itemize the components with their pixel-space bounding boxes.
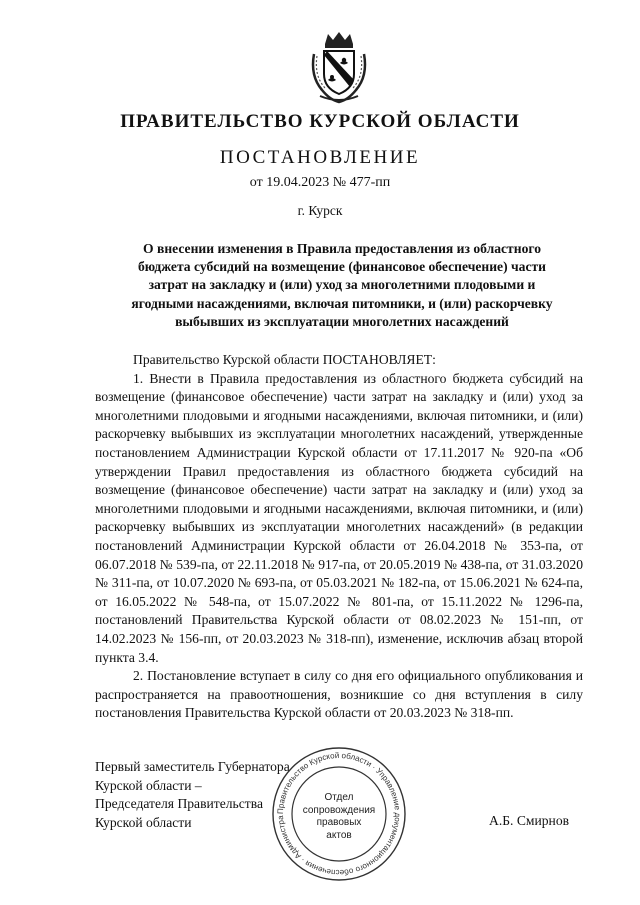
signature-position-line: Председателя Правительства [95, 796, 263, 812]
signature-position-line: Курской области [95, 814, 192, 830]
signer-name: А.Б. Смирнов [489, 813, 570, 828]
city-name: г. Курск [297, 203, 343, 218]
stamp-line: актов [326, 829, 352, 841]
body-paragraph-2: 2. Постановление вступает в силу со дня его официального опубликования и распространяется на правоотношения, возникшие со дня вступления в силу постановления Правительства Курской области от 20.03.2023 № 318-пп. [95, 668, 583, 721]
official-stamp [269, 744, 409, 884]
stamp-line: Отдел [324, 792, 354, 803]
stamp-line: правовых [316, 817, 362, 828]
stamp-ring-path: Правительство Курской области · Управление документационного обеспечения · Администра [275, 750, 403, 878]
body-intro: Правительство Курской области ПОСТАНОВЛЯЕТ: [133, 352, 436, 367]
stamp-center-text [269, 792, 409, 842]
stamp-line: сопровождения [302, 804, 376, 816]
organization-title: ПРАВИТЕЛЬСТВО КУРСКОЙ ОБЛАСТИ [120, 111, 520, 132]
document-number: от 19.04.2023 № 477-пп [249, 175, 391, 190]
body-paragraph-1: 1. Внести в Правила предоставления из областного бюджета субсидий на возмещение (финансовое обеспечение) части затрат на закладку и (или) уход за многолетними плодовыми и ягодными насаждениями, включая питомники, и (или) раскорчевку выбывших из эксплуатации многолетних насаждений, утвержденные постановлением Администрации Курской области от 17.11.2017 № 920-па «Об утверждении Правил предоставления из областного бюджета субсидий на возмещение (финансовое обеспечение) части затрат на закладку и (или) уход за многолетними плодовыми и ягодными насаждениями, включая питомники, и (или) раскорчевку выбывших из эксплуатации многолетних насаждений» (в редакции постановлений Администрации Курской области от 26.04.2018 № 353-па, от 06.07.2018 № 539-па, от 22.11.2018 № 917-па, от 20.05.2019 № 438-па, от 31.03.2020 № 311-па, от 10.07.2020 № 693-па, от 05.03.2021 № 182-па, от 15.06.2021 № 624-па, от 16.05.2022 № 548-па, от 15.07.2022 № 801-па, от 15.11.2022 № 1296-па, постановлений Правительства Курской области от 08.02.2023 № 151-пп, от 14.02.2023 № 156-пп, от 20.03.2023 № 318-пп), изменение, исключив абзац второй пункта 3.4. [95, 370, 583, 665]
subject-line: выбывших из эксплуатации многолетних насаждений [175, 313, 509, 329]
subject-line: ягодными насаждениями, включая питомники, и (или) раскорчевку [131, 295, 553, 311]
signature-block [95, 758, 290, 832]
document-subject [98, 240, 586, 331]
subject-line: О внесении изменения в Правила предоставления из областного [143, 241, 541, 256]
signature-position-line: Курской области – [95, 777, 202, 793]
document-type: ПОСТАНОВЛЕНИЕ [219, 147, 421, 168]
subject-line: затрат на закладку и (или) уход за многолетними плодовыми и [148, 277, 536, 293]
document-body [95, 351, 583, 723]
subject-line: бюджета субсидий на возмещение (финансовое обеспечение) части [137, 259, 547, 275]
signature-position-line: Первый заместитель Губернатора [95, 759, 290, 774]
kursk-coat-of-arms-icon [308, 30, 370, 104]
